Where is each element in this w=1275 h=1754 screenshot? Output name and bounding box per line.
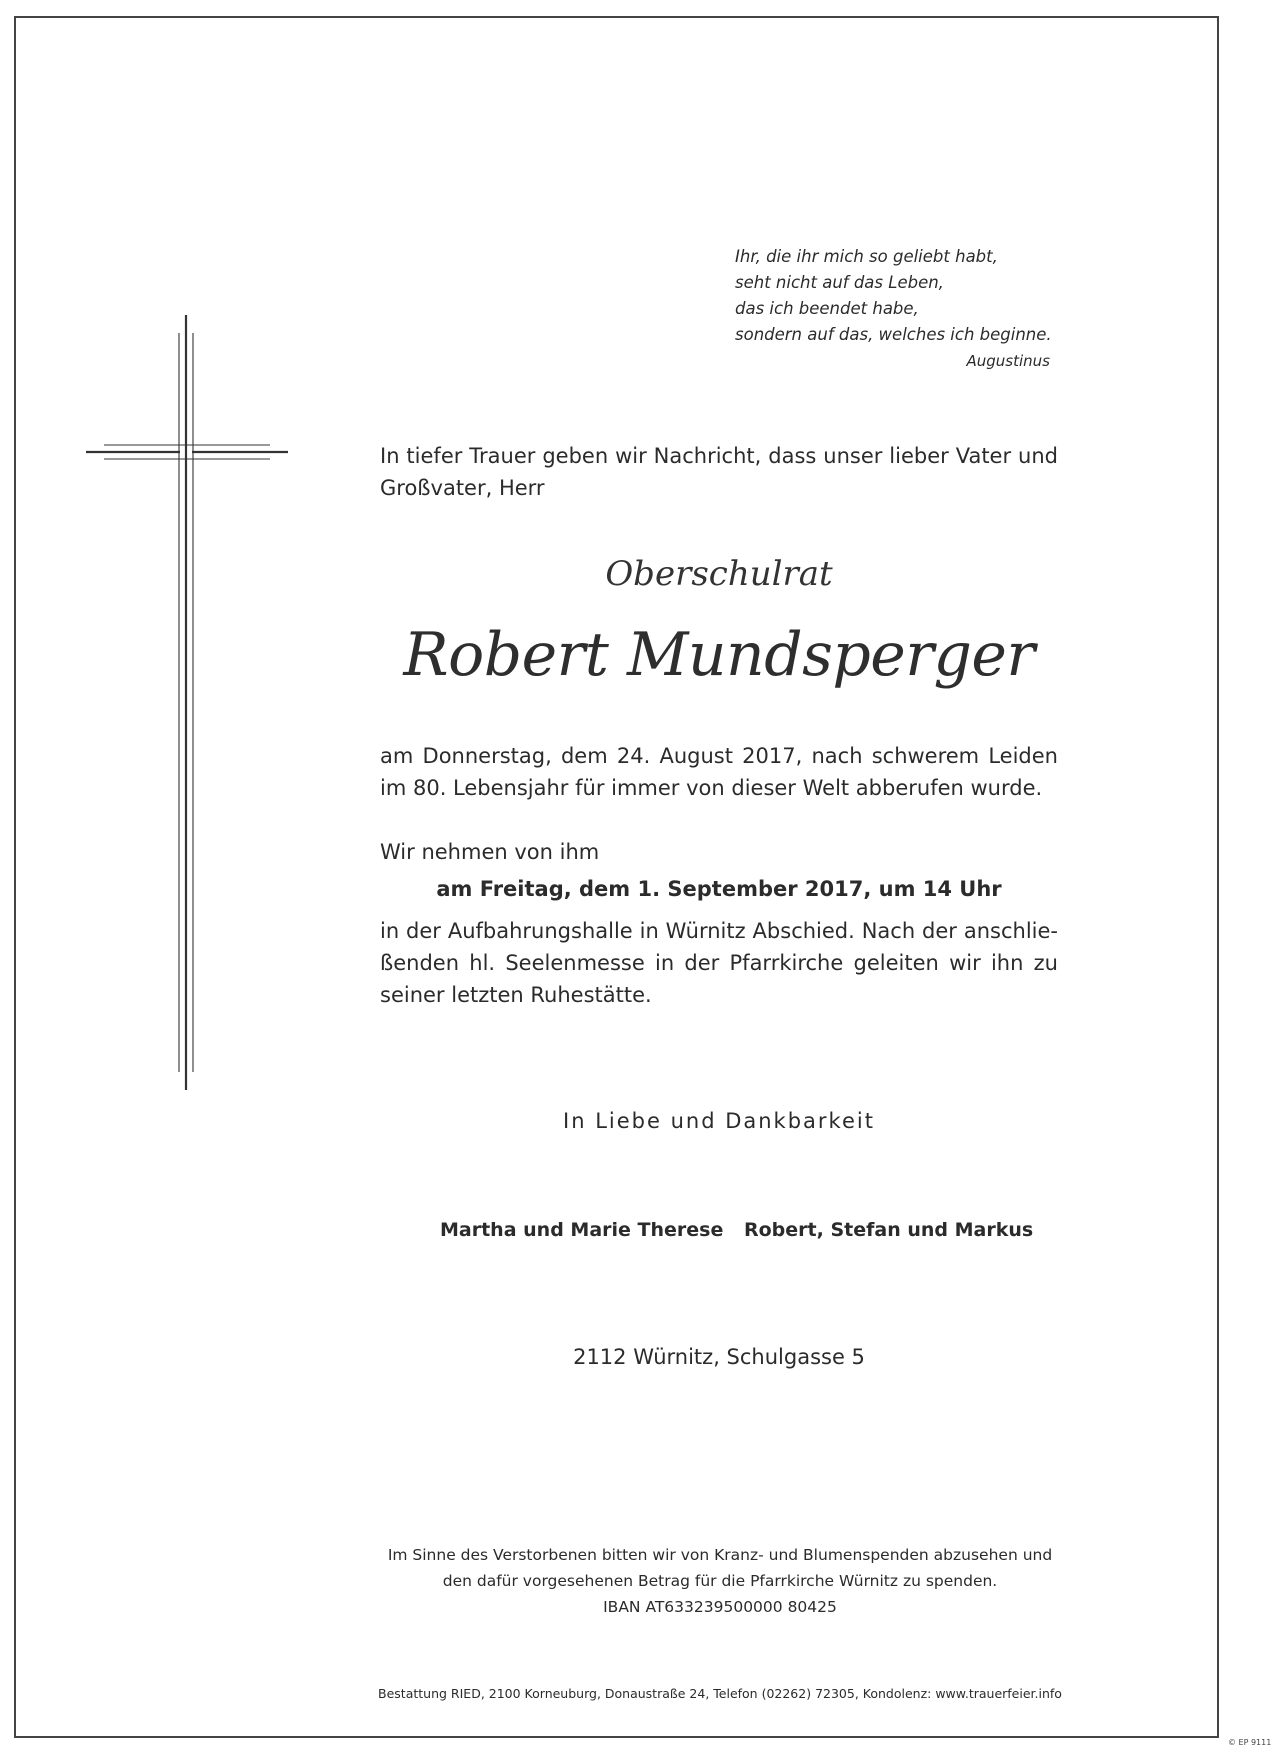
donation-note [340,1542,1100,1620]
death-text: am Donnerstag, dem 24. August 2017, nach schwerem Leiden im 80. Lebensjahr für immer von dieser Welt abberufen wurde. [380,744,1058,800]
donation-line: den dafür vorgesehenen Betrag für die Pfarrkirche Würnitz zu spenden. [442,1572,998,1590]
donation-line: Im Sinne des Verstorbenen bitten wir von Kranz- und Blumenspenden abzusehen und [387,1546,1053,1564]
thanks-line: In Liebe und Dankbarkeit [563,1109,875,1133]
intro-text: In tiefer Trauer geben wir Nachricht, dass unser lieber Vater und Großvater, Herr [380,444,1058,500]
deceased-name: Robert Mundsperger [403,620,1035,690]
print-code: © EP 9111 [1228,1738,1272,1747]
signatory-left: Martha und Marie Therese [440,1219,724,1241]
quote-line: Ihr, die ihr mich so geliebt habt, [735,247,998,266]
farewell-date: am Freitag, dem 1. September 2017, um 14 Uhr [436,877,1002,901]
quote-author: Augustinus [966,352,1050,370]
quote-line: sondern auf das, welches ich beginne. [735,325,1052,344]
farewell-text: in der Aufbahrungshalle in Würnitz Abschied. Nach der anschlie-ßenden hl. Seelenmesse in der Pfarrkirche geleiten wir ihn zu seiner letzten Ruhestätte. [380,919,1058,1007]
farewell-intro: Wir nehmen von ihm [380,840,600,864]
quote-line: das ich beendet habe, [735,299,919,318]
address: 2112 Würnitz, Schulgasse 5 [573,1345,865,1369]
signatory-right: Robert, Stefan und Markus [744,1219,1034,1241]
quote-line: seht nicht auf das Leben, [735,273,944,292]
deceased-title: Oberschulrat [605,554,833,594]
cross-icon [86,315,291,1095]
iban: IBAN AT633239500000 80425 [603,1598,837,1616]
funeral-home-footer: Bestattung RIED, 2100 Korneuburg, Donaustraße 24, Telefon (02262) 72305, Kondolenz: www.trauerfeier.info [378,1686,1062,1701]
quote [735,244,1055,348]
